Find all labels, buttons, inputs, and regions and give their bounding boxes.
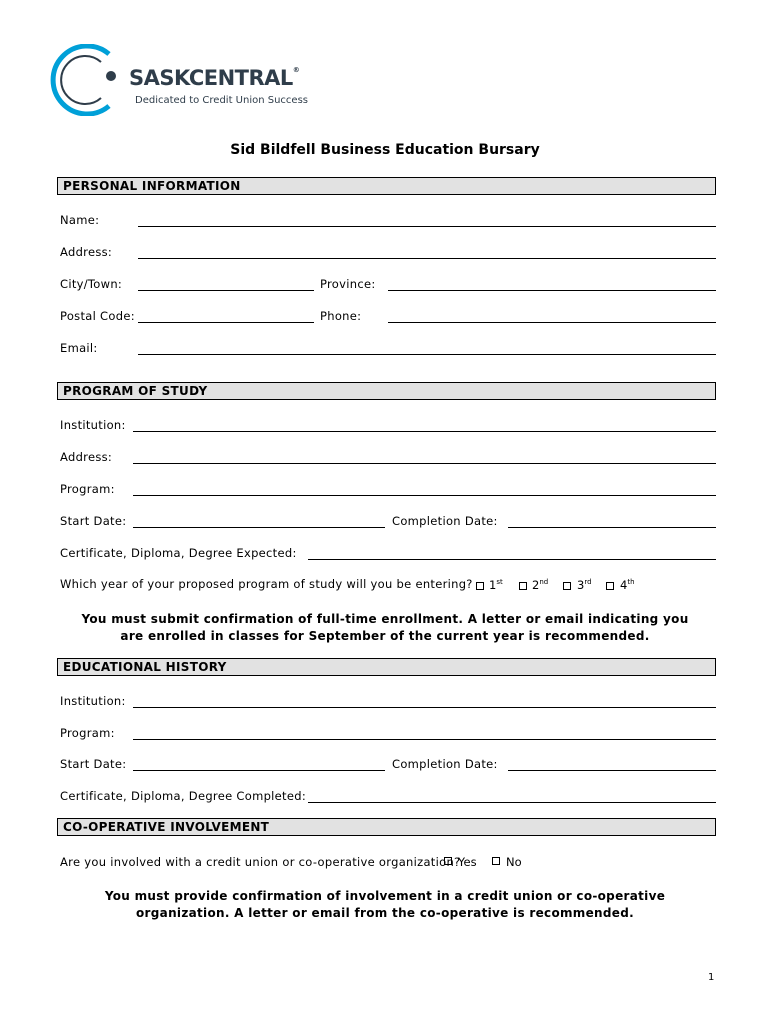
program-institution-field[interactable] [133, 431, 716, 432]
year-question: Which year of your proposed program of study will you be entering? [60, 577, 473, 591]
province-label: Province: [320, 277, 376, 291]
history-completion-date-label: Completion Date: [392, 757, 498, 771]
name-label: Name: [60, 213, 100, 227]
history-start-date-field[interactable] [133, 770, 385, 771]
coop-no-checkbox[interactable] [492, 857, 500, 865]
degree-expected-label: Certificate, Diploma, Degree Expected: [60, 546, 297, 560]
coop-no-label: No [506, 855, 522, 869]
email-field[interactable] [138, 354, 716, 355]
involvement-notice: You must provide confirmation of involvement in a credit union or co-operative organization. A letter or email from the co-operative is recommended. [104, 889, 666, 920]
coop-yes-checkbox[interactable] [444, 857, 452, 865]
coop-yes-label: Yes [458, 855, 477, 869]
program-field[interactable] [133, 495, 716, 496]
year-1-checkbox[interactable] [476, 582, 484, 590]
year-2-checkbox[interactable] [519, 582, 527, 590]
province-field[interactable] [388, 290, 716, 291]
program-institution-label: Institution: [60, 418, 126, 432]
history-institution-label: Institution: [60, 694, 126, 708]
program-label: Program: [60, 482, 115, 496]
section-program-of-study: PROGRAM OF STUDY [57, 382, 716, 400]
completion-date-field[interactable] [508, 527, 716, 528]
degree-completed-label: Certificate, Diploma, Degree Completed: [60, 789, 306, 803]
degree-expected-field[interactable] [308, 559, 716, 560]
history-program-label: Program: [60, 726, 115, 740]
program-address-field[interactable] [133, 463, 716, 464]
enrollment-notice: You must submit confirmation of full-time enrollment. A letter or email indicating you are enrolled in classes for September of the current year is recommended. [81, 612, 689, 643]
email-label: Email: [60, 341, 98, 355]
year-3-checkbox[interactable] [563, 582, 571, 590]
brand-name: SASKCENTRAL® [129, 66, 300, 90]
degree-completed-field[interactable] [308, 802, 716, 803]
history-institution-field[interactable] [133, 707, 716, 708]
completion-date-label: Completion Date: [392, 514, 498, 528]
city-field[interactable] [138, 290, 314, 291]
address-field[interactable] [138, 258, 716, 259]
section-educational-history: EDUCATIONAL HISTORY [57, 658, 716, 676]
program-address-label: Address: [60, 450, 113, 464]
phone-label: Phone: [320, 309, 362, 323]
start-date-field[interactable] [133, 527, 385, 528]
year-3-label: 3rd [577, 578, 592, 592]
coop-question: Are you involved with a credit union or co-operative organization? [60, 855, 461, 869]
history-start-date-label: Start Date: [60, 757, 127, 771]
page-number: 1 [708, 972, 715, 983]
phone-field[interactable] [388, 322, 716, 323]
year-2-label: 2nd [532, 578, 549, 592]
address-label: Address: [60, 245, 113, 259]
section-cooperative-involvement: CO-OPERATIVE INVOLVEMENT [57, 818, 716, 836]
section-personal-information: PERSONAL INFORMATION [57, 177, 716, 195]
history-completion-date-field[interactable] [508, 770, 716, 771]
year-4-label: 4th [620, 578, 635, 592]
city-label: City/Town: [60, 277, 123, 291]
postal-code-label: Postal Code: [60, 309, 135, 323]
postal-code-field[interactable] [138, 322, 314, 323]
year-1-label: 1st [489, 578, 503, 592]
year-4-checkbox[interactable] [606, 582, 614, 590]
start-date-label: Start Date: [60, 514, 127, 528]
brand-tagline: Dedicated to Credit Union Success [135, 95, 308, 106]
saskcentral-logo-ring [49, 44, 121, 116]
form-title: Sid Bildfell Business Education Bursary [230, 142, 540, 158]
history-program-field[interactable] [133, 739, 716, 740]
name-field[interactable] [138, 226, 716, 227]
